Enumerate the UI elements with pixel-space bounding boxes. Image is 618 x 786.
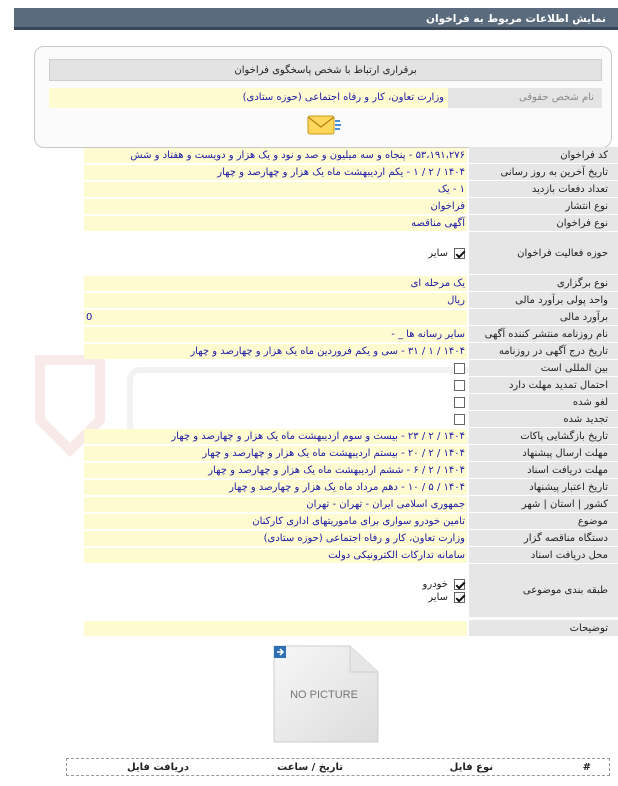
opening-date-label: تاریخ بازگشایی پاکات <box>469 428 618 445</box>
row-last-update <box>84 164 618 181</box>
last-update-value: ۱۴۰۴ / ۲ / ۱ - یکم اردیبهشت ماه یک هزار و چهارصد و چهار <box>84 165 467 180</box>
activity-scope-label: حوزه فعالیت فراخوان <box>469 232 618 275</box>
row-validity-date <box>84 479 618 496</box>
description-value <box>84 621 467 636</box>
extension-value <box>84 378 467 393</box>
row-activity-scope <box>84 232 618 275</box>
newspaper-date-label: تاریخ درج آگهی در روزنامه <box>469 343 618 360</box>
estimate-value: 0 <box>84 310 467 325</box>
validity-date-value: ۱۴۰۴ / ۵ / ۱۰ - دهم مرداد ماه یک هزار و چهارصد و چهار <box>84 480 467 495</box>
docs-deadline-label: مهلت دریافت اسناد <box>469 462 618 479</box>
docs-place-value: سامانه تدارکات الکترونیکی دولت <box>84 548 467 563</box>
row-call-code <box>84 147 618 164</box>
row-docs-place <box>84 547 618 564</box>
row-location <box>84 496 618 513</box>
row-extension <box>84 377 618 394</box>
row-organizer <box>84 530 618 547</box>
newspaper-label: نام روزنامه منتشر کننده آگهی <box>469 326 618 343</box>
legal-person-row <box>49 88 602 108</box>
categories-label: طبقه بندی موضوعی <box>469 564 618 618</box>
visit-count-value: ۱ - یک <box>84 182 467 197</box>
extension-checkbox[interactable] <box>454 380 465 391</box>
row-renewed <box>84 411 618 428</box>
category-option <box>428 591 465 604</box>
currency-value: ریال <box>84 293 467 308</box>
renewed-checkbox[interactable] <box>454 414 465 425</box>
international-checkbox[interactable] <box>454 363 465 374</box>
row-estimate <box>84 309 618 326</box>
cancelled-value <box>84 395 467 410</box>
row-categories <box>84 564 618 618</box>
no-picture-icon <box>270 642 382 746</box>
legal-person-label: نام شخص حقوقی <box>448 88 602 108</box>
row-visit-count <box>84 181 618 198</box>
category-option-label: خودرو <box>422 579 448 590</box>
files-table-header <box>66 758 610 776</box>
renewed-value <box>84 412 467 427</box>
legal-person-value: وزارت تعاون، کار و رفاه اجتماعی (حوزه ستادی) <box>49 88 448 108</box>
last-update-label: تاریخ آخرین به روز رسانی <box>469 164 618 181</box>
location-value: جمهوری اسلامی ایران - تهران - تهران <box>84 497 467 512</box>
holding-type-label: نوع برگزاری <box>469 275 618 292</box>
call-code-value: ۵۳،۱۹۱،۲۷۶ - پنجاه و سه میلیون و صد و نود و یک هزار و دویست و هفتاد و شش <box>84 148 467 163</box>
column-file-type: نوع فایل <box>449 761 493 773</box>
row-newspaper <box>84 326 618 343</box>
newspaper-date-value: ۱۴۰۴ / ۱ / ۳۱ - سی و یکم فروردین ماه یک هزار و چهارصد و چهار <box>84 344 467 359</box>
row-submit-deadline <box>84 445 618 462</box>
activity-scope-option <box>428 247 465 260</box>
publish-type-value: فراخوان <box>84 199 467 214</box>
row-holding-type <box>84 275 618 292</box>
column-download: دریافت فایل <box>127 761 189 773</box>
international-label: بین المللی است <box>469 360 618 377</box>
publish-type-label: نوع انتشار <box>469 198 618 215</box>
visit-count-label: تعداد دفعات بازدید <box>469 181 618 198</box>
no-picture-text: NO PICTURE <box>290 689 358 701</box>
category-checkbox-car[interactable] <box>454 579 465 590</box>
row-newspaper-date <box>84 343 618 360</box>
subject-value: تامین خودرو سواری برای ماموریتهای اداری کارکنان <box>84 514 467 529</box>
contact-title-button[interactable]: برقراری ارتباط با شخص پاسخگوی فراخوان <box>49 59 602 81</box>
newspaper-value: سایر رسانه ها _ - <box>84 327 467 342</box>
row-international <box>84 360 618 377</box>
validity-date-label: تاریخ اعتبار پیشنهاد <box>469 479 618 496</box>
submit-deadline-label: مهلت ارسال پیشنهاد <box>469 445 618 462</box>
call-type-value: آگهی مناقصه <box>84 216 467 231</box>
cancelled-label: لغو شده <box>469 394 618 411</box>
category-option-label: سایر <box>428 592 448 603</box>
call-type-label: نوع فراخوان <box>469 215 618 232</box>
docs-place-label: محل دریافت اسناد <box>469 547 618 564</box>
activity-scope-checkbox[interactable] <box>454 248 465 259</box>
description-label: توضیحات <box>469 620 618 637</box>
opening-date-value: ۱۴۰۴ / ۲ / ۲۳ - بیست و سوم اردیبهشت ماه یک هزار و چهارصد و چهار <box>84 429 467 444</box>
activity-scope-option-label: سایر <box>428 248 448 259</box>
activity-scope-value <box>84 233 467 274</box>
column-number: # <box>582 761 591 773</box>
contact-panel <box>34 46 612 148</box>
category-checkbox-other[interactable] <box>454 592 465 603</box>
row-cancelled <box>84 394 618 411</box>
row-call-type <box>84 215 618 232</box>
holding-type-value: یک مرحله ای <box>84 276 467 291</box>
cancelled-checkbox[interactable] <box>454 397 465 408</box>
row-description <box>84 620 618 637</box>
row-docs-deadline <box>84 462 618 479</box>
categories-value <box>84 565 467 617</box>
page-title: نمایش اطلاعات مربوط به فراخوان <box>426 13 606 25</box>
estimate-label: برآورد مالی <box>469 309 618 326</box>
subject-label: موضوع <box>469 513 618 530</box>
row-publish-type <box>84 198 618 215</box>
location-label: کشور | استان | شهر <box>469 496 618 513</box>
extension-label: احتمال تمدید مهلت دارد <box>469 377 618 394</box>
category-option <box>423 578 465 591</box>
column-date-time: تاریخ / ساعت <box>277 761 343 773</box>
docs-deadline-value: ۱۴۰۴ / ۲ / ۶ - ششم اردیبهشت ماه یک هزار و چهارصد و چهار <box>84 463 467 478</box>
mail-icon[interactable] <box>306 113 342 137</box>
row-opening-date <box>84 428 618 445</box>
organizer-value: وزارت تعاون، کار و رفاه اجتماعی (حوزه ستادی) <box>84 531 467 546</box>
organizer-label: دستگاه مناقصه گزار <box>469 530 618 547</box>
currency-label: واحد پولی برآورد مالی <box>469 292 618 309</box>
page-header <box>14 8 618 30</box>
row-currency <box>84 292 618 309</box>
renewed-label: تجدید شده <box>469 411 618 428</box>
row-subject <box>84 513 618 530</box>
international-value <box>84 361 467 376</box>
submit-deadline-value: ۱۴۰۴ / ۲ / ۲۰ - بیستم اردیبهشت ماه یک هزار و چهارصد و چهار <box>84 446 467 461</box>
call-code-label: کد فراخوان <box>469 147 618 164</box>
